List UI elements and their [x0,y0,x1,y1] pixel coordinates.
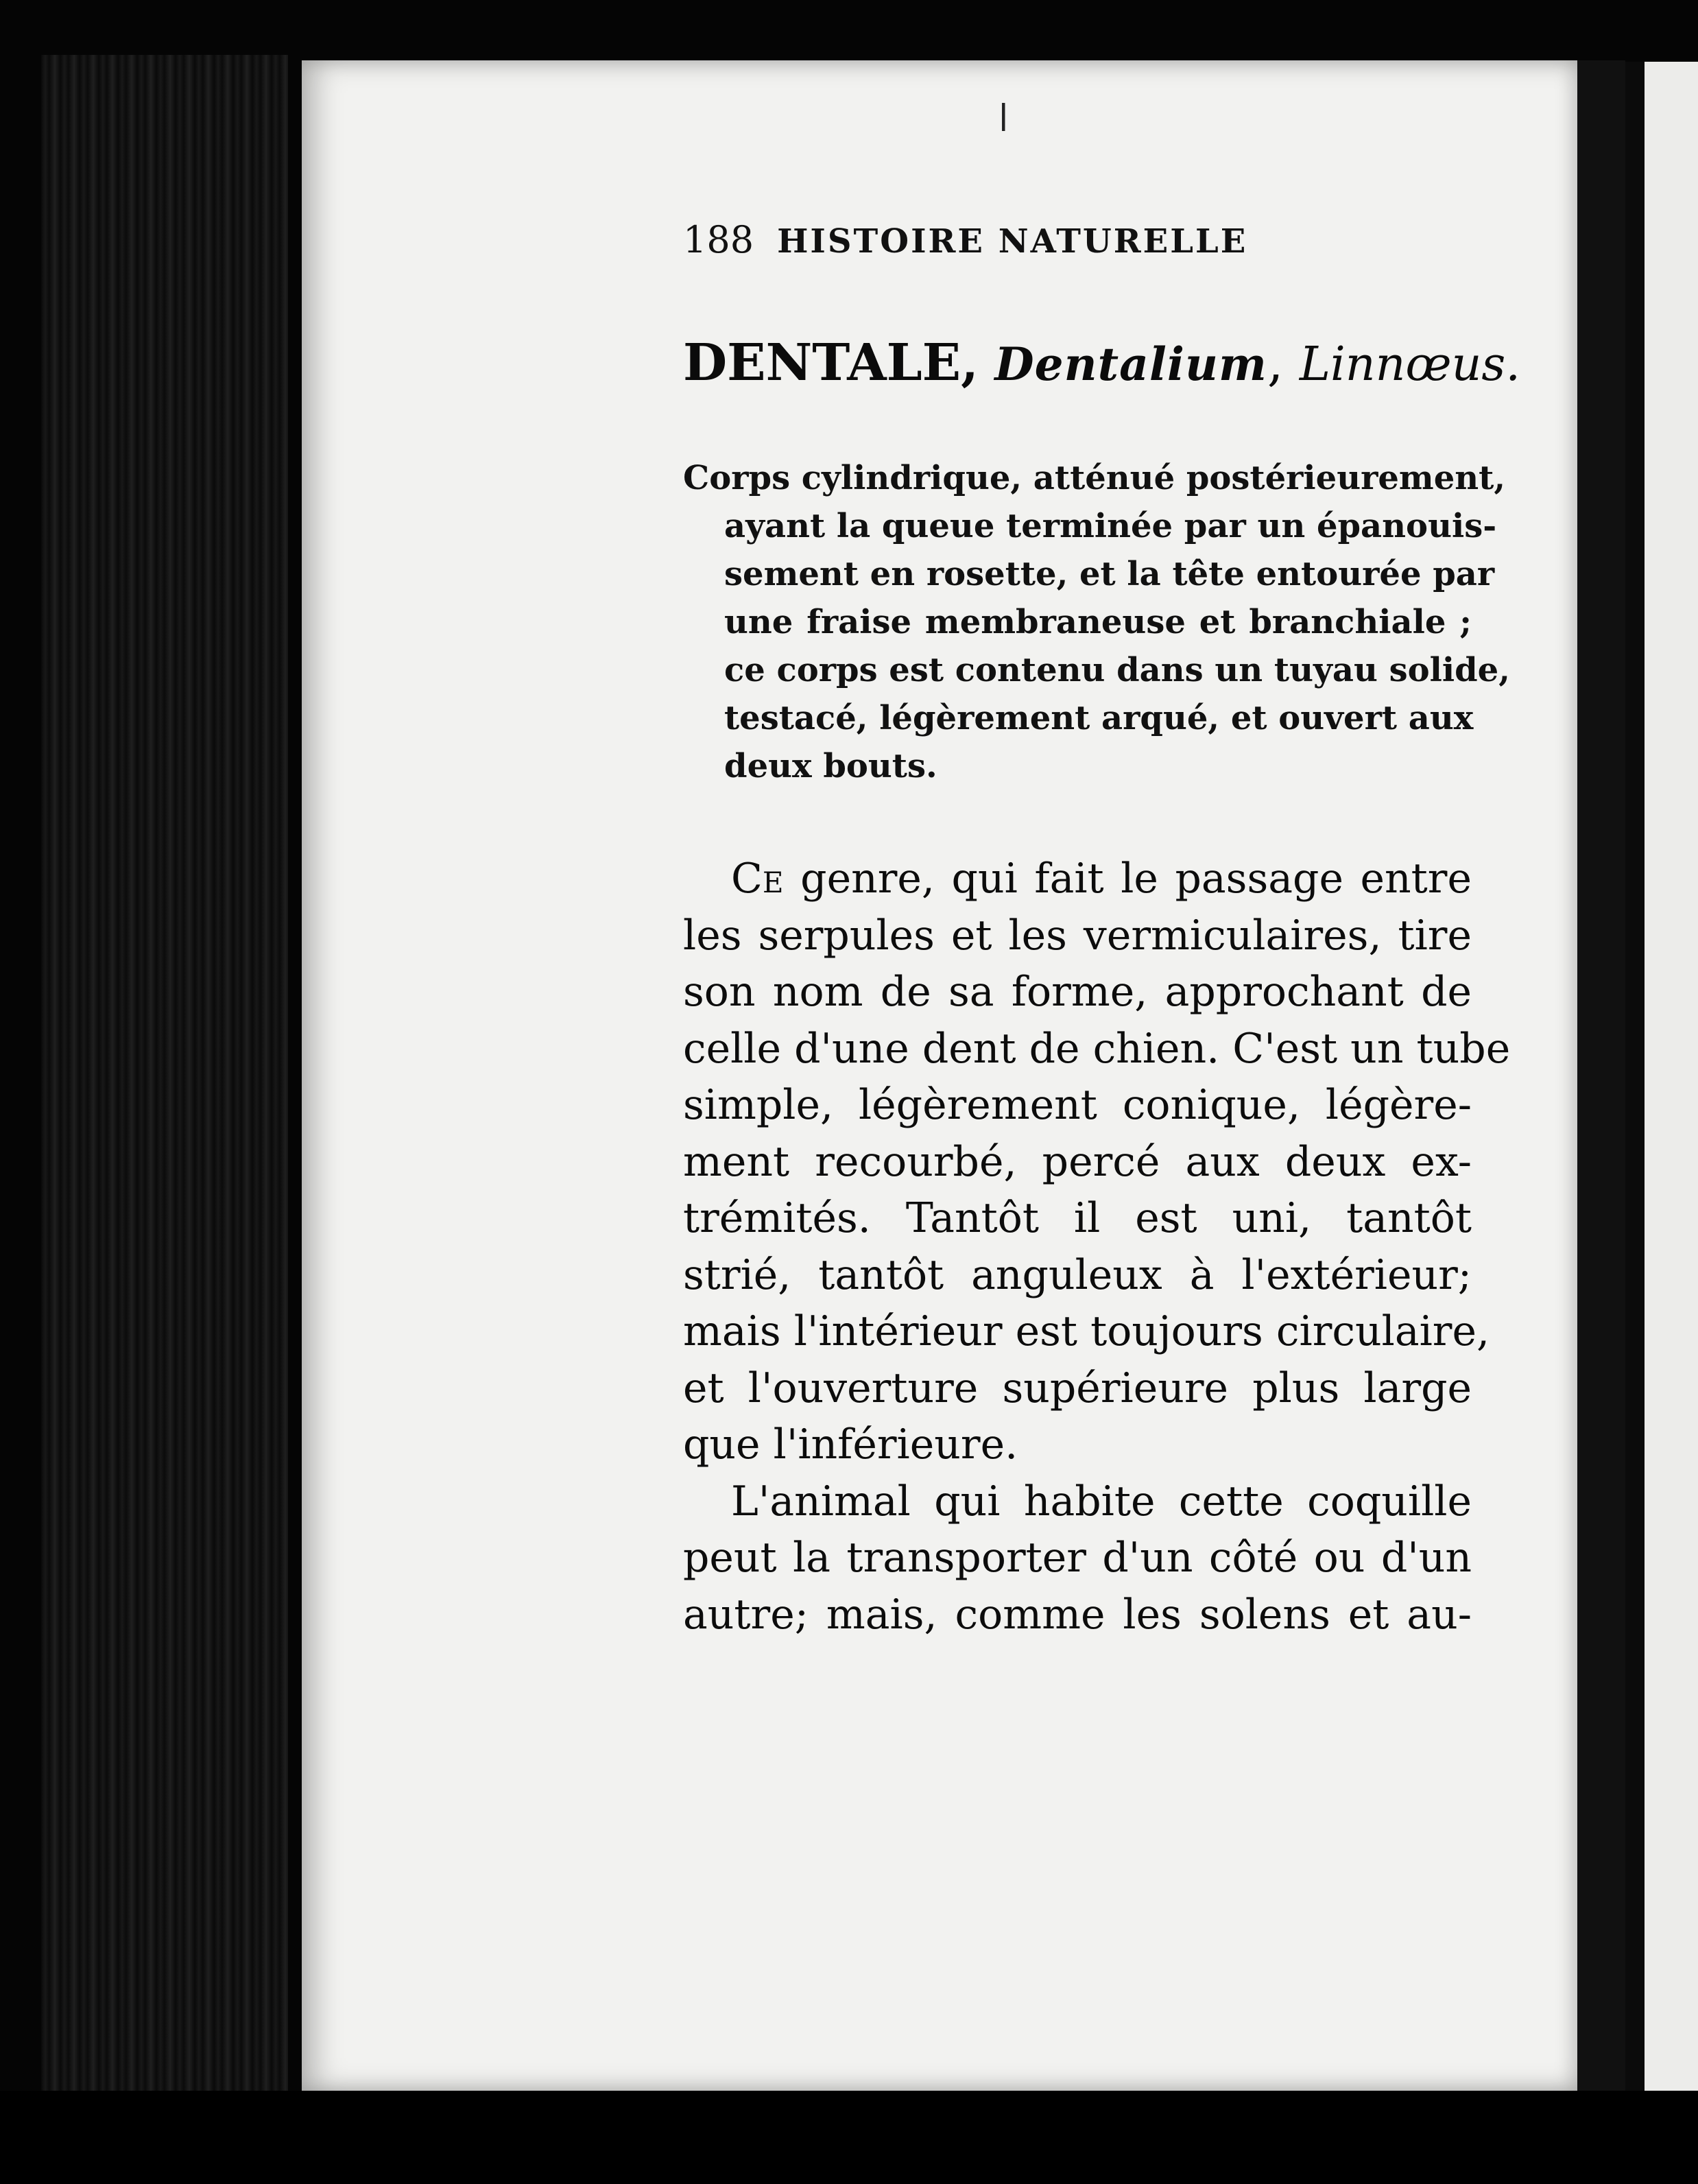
body-line: peut la transporter d'un côté ou d'un [683,1534,1472,1582]
page-gutter [1577,60,1625,2091]
diagnosis-line: Corps cylindrique, atténué postérieurement, [683,459,1506,497]
entry-title-separator: , [961,333,979,392]
facing-page-sliver [1625,62,1698,2092]
page-number: 188 [683,218,754,261]
body-line-text: genre, qui fait le passage entre [800,855,1472,903]
running-head-title: HISTOIRE NATURELLE [777,222,1248,261]
entry-title [683,333,1520,392]
book-edge-left [41,55,288,2126]
body-line: simple, légèrement conique, légère- [683,1081,1472,1129]
diagnosis-line: deux bouts. [724,747,937,785]
body-line: trémités. Tantôt il est uni, tantôt [683,1194,1472,1242]
entry-title-author: Linnœus. [1299,337,1520,392]
body-line: son nom de sa forme, approchant de [683,968,1472,1016]
body-line: strié, tantôt anguleux à l'extérieur; [683,1250,1472,1299]
diagnosis-paragraph [683,454,1510,790]
entry-title-separator-2: , [1267,333,1284,392]
entry-title-main: DENTALE [683,333,961,392]
body-line: celle d'une dent de chien. C'est un tube [683,1024,1511,1073]
body-line: autre; mais, comme les solens et au- [683,1590,1472,1639]
diagnosis-line: ce corps est contenu dans un tuyau solide, [724,651,1510,689]
diagnosis-line: sement en rosette, et la tête entourée par [724,555,1495,593]
body-line: mais l'intérieur est toujours circulaire, [683,1307,1490,1355]
body-line: et l'ouverture supérieure plus large [683,1364,1472,1412]
body-text [683,851,1511,1643]
scan-bottom-band [0,2091,1698,2184]
body-line: L'animal qui habite cette coquille [731,1477,1472,1526]
running-head [683,218,1369,261]
ink-mark: ǀ [998,96,1009,141]
diagnosis-line: ayant la queue terminée par un épanouis- [724,507,1497,545]
diagnosis-line: testacé, légèrement arqué, et ouvert aux [724,699,1474,737]
diagnosis-line: une fraise membraneuse et branchiale ; [724,603,1472,641]
body-line: que l'inférieure. [683,1421,1018,1469]
drop-lead-word: Ce [731,855,784,903]
body-line: ment recourbé, percé aux deux ex- [683,1137,1472,1186]
body-line [683,851,1472,907]
body-line: les serpules et les vermiculaires, tire [683,911,1472,960]
entry-title-latin: Dentalium [994,337,1267,391]
